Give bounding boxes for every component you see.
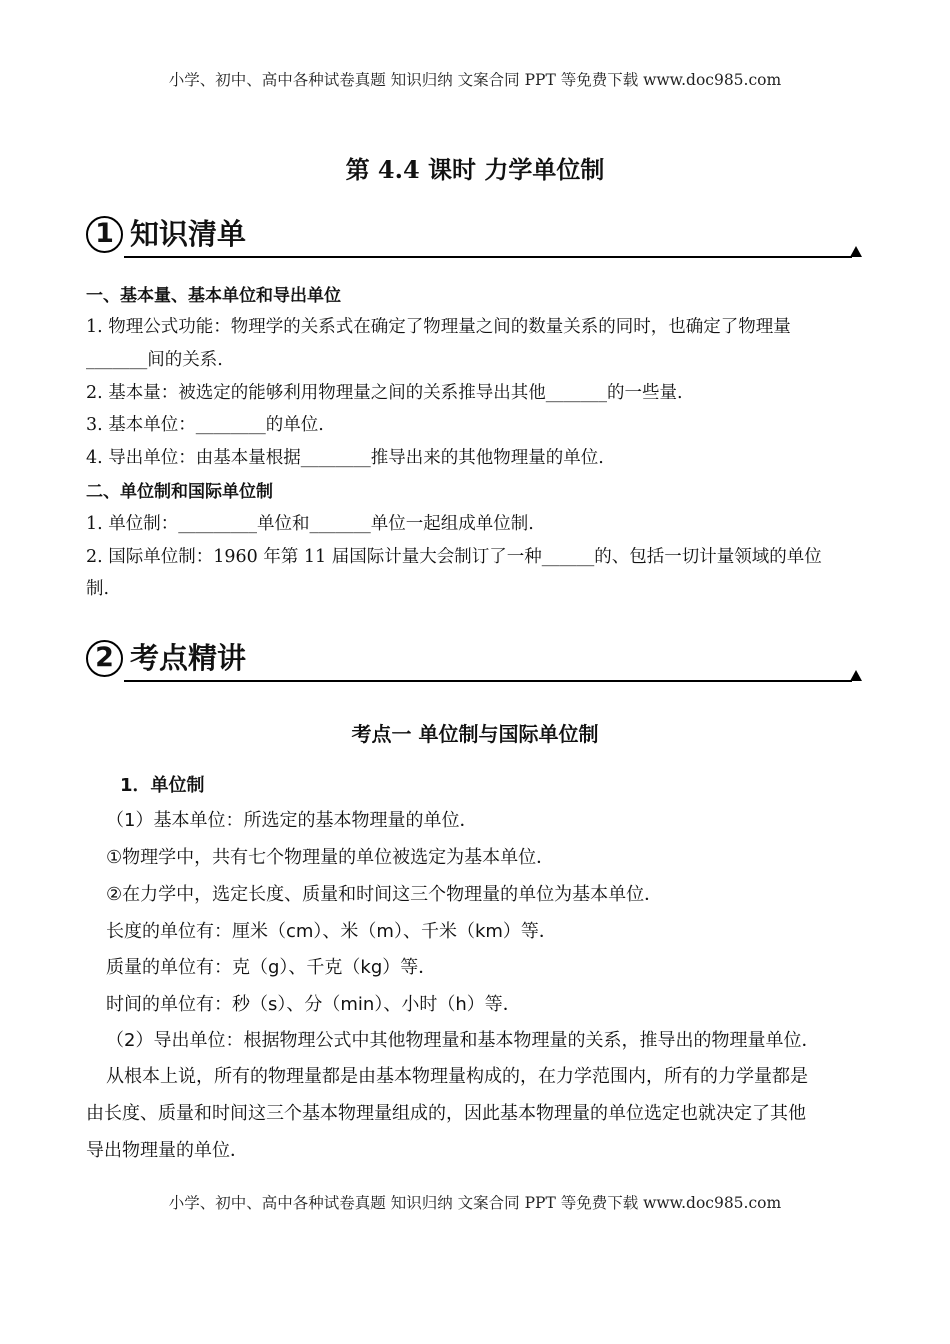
- list-item: 2. 基本量：被选定的能够利用物理量之间的关系推导出其他_______的一些量.: [86, 383, 683, 403]
- paragraph: 长度的单位有：厘米（cm）、米（m）、千米（km）等．: [106, 921, 557, 942]
- triangle-marker-icon: [850, 670, 862, 681]
- paragraph: 由长度、质量和时间这三个基本物理量组成的，因此基本物理量的单位选定也就决定了其他: [86, 1103, 806, 1124]
- list-item: _______间的关系.: [86, 350, 223, 370]
- list-item: 1. 物理公式功能：物理学的关系式在确定了物理量之间的数量关系的同时，也确定了物理量: [86, 317, 791, 337]
- page-header: 小学、初中、高中各种试卷真题 知识归纳 文案合同 PPT 等免费下载 www.doc985.com: [168, 71, 782, 89]
- triangle-marker-icon: [850, 246, 862, 257]
- paragraph: （1）基本单位：所选定的基本物理量的单位．: [106, 810, 478, 831]
- subheading-basic-quantities: 一、基本量、基本单位和导出单位: [86, 286, 341, 306]
- subheading-unit-system: 二、单位制和国际单位制: [86, 482, 273, 502]
- paragraph: 时间的单位有：秒（s）、分（min）、小时（h）等．: [106, 994, 521, 1015]
- paragraph: （2）导出单位：根据物理公式中其他物理量和基本物理量的关系，推导出的物理量单位．: [106, 1030, 820, 1051]
- section-heading-knowledge: [86, 212, 862, 264]
- key-point-title: 考点一 单位制与国际单位制: [351, 722, 599, 746]
- paragraph: 质量的单位有：克（g）、千克（kg）等．: [106, 957, 437, 978]
- section-heading-key-points: [86, 636, 862, 688]
- paragraph: 从根本上说，所有的物理量都是由基本物理量构成的，在力学范围内，所有的力学量都是: [106, 1066, 808, 1087]
- section-number-badge: 1: [86, 216, 123, 253]
- section-number-badge: 2: [86, 640, 123, 677]
- section-rule: [124, 256, 852, 258]
- section-rule: [124, 680, 852, 682]
- paragraph: ②在力学中，选定长度、质量和时间这三个物理量的单位为基本单位．: [106, 884, 663, 905]
- section-heading-label: 考点精讲: [130, 641, 247, 675]
- list-item: 3. 基本单位：________的单位.: [86, 415, 324, 435]
- list-item: 制.: [86, 579, 110, 599]
- page-footer: 小学、初中、高中各种试卷真题 知识归纳 文案合同 PPT 等免费下载 www.doc985.com: [168, 1194, 782, 1212]
- list-item: 2. 国际单位制：1960 年第 11 届国际计量大会制订了一种______的、包括一切计量领域的单位: [86, 547, 822, 567]
- list-item: 1. 单位制：_________单位和_______单位一起组成单位制.: [86, 514, 534, 534]
- page-title: 第 4.4 课时 力学单位制: [345, 155, 605, 184]
- section-heading-label: 知识清单: [130, 217, 247, 251]
- subheading-unit-system: 1．单位制: [120, 775, 205, 796]
- paragraph: 导出物理量的单位．: [86, 1140, 248, 1161]
- paragraph: ①物理学中，共有七个物理量的单位被选定为基本单位．: [106, 847, 555, 868]
- list-item: 4. 导出单位：由基本量根据________推导出来的其他物理量的单位.: [86, 448, 604, 468]
